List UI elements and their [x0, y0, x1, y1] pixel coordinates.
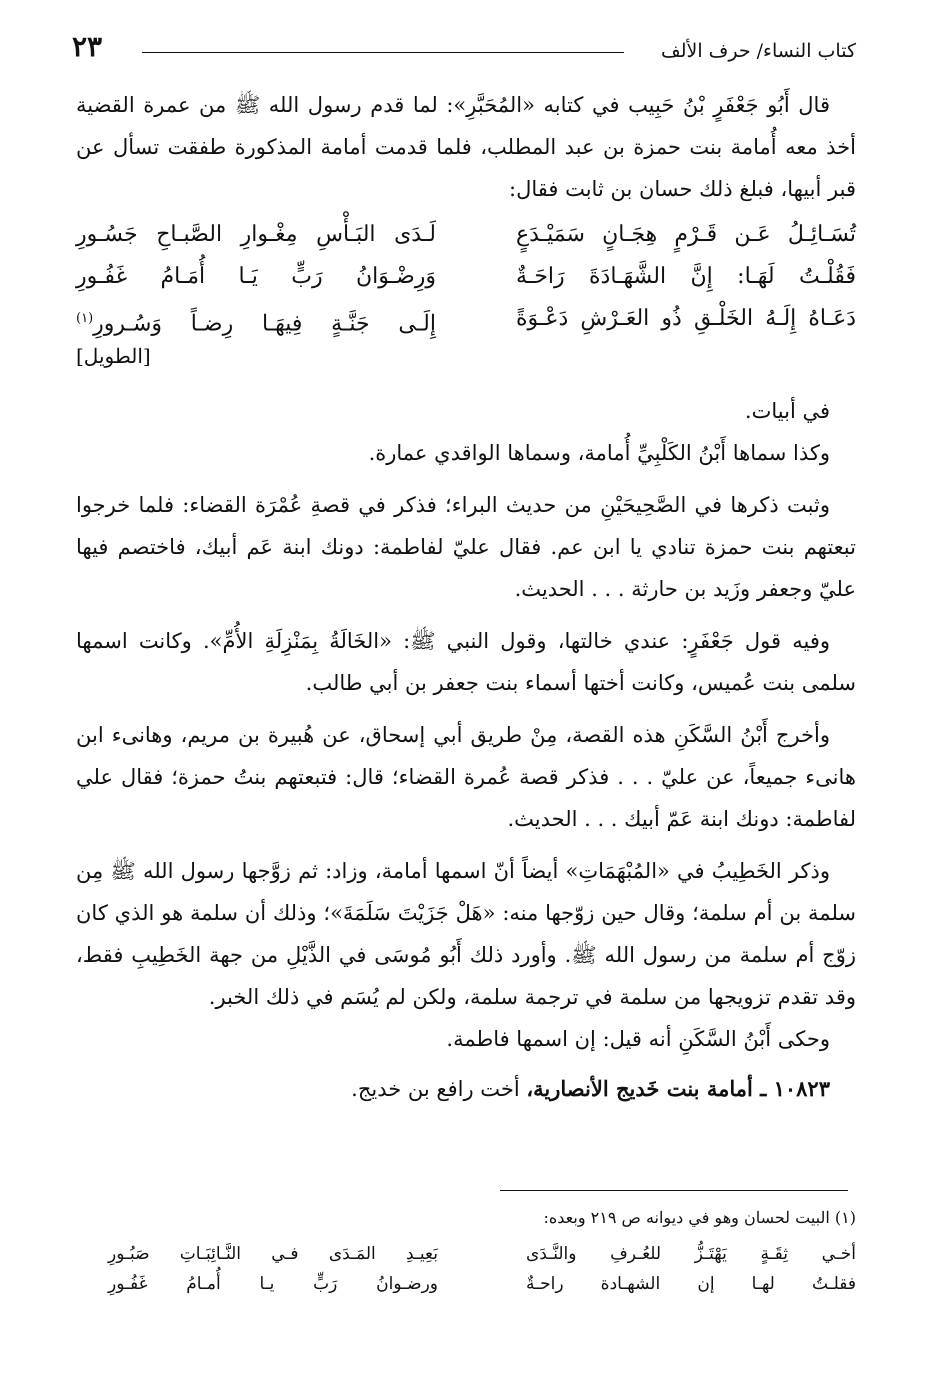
- footnotes: [76, 1203, 856, 1299]
- paragraph-2: في أبيات.: [744, 399, 830, 423]
- poem-verse-2: [76, 256, 856, 298]
- verse-2-first-hemistich: فَقُلْـتُ لَهَـا: إِنَّ الشَّهَـادَةَ رَاحَـةٌ: [516, 264, 856, 289]
- verse-2-second-hemistich: وَرِضْـوَانُ رَبٍّ يَـا أُمَـامُ غَفُـورِ: [76, 264, 436, 289]
- paragraph-7: وذكر الخَطِيبُ في «المُبْهَمَاتِ» أيضاً أنّ اسمها أمامة، وزاد: ثم زوَّجها رسول الله ﷺ مِن سلمة بن أم سلمة؛ وقال حين زوّجها منه: «هَلْ جَزَيْتَ سَلَمَةَ»؛ وذلك أن سلمة هو الذي كان زوّج أم سلمة من رسول الله ﷺ. وأورد ذلك أَبُو مُوسَى في الذَّيْلِ من جهة الخَطِيبِ فقط، وقد تقدم تزويجها من سلمة في ترجمة سلمة، ولكن لم يُسَم في ذلك الخبر.: [76, 859, 856, 1009]
- entry-name: أمامة بنت خَديج الأنصارية،: [526, 1076, 753, 1101]
- footnote-poem: [76, 1239, 856, 1299]
- footnote-verse-1: [76, 1239, 856, 1269]
- verse-3-first-hemistich: دَعَـاهُ إِلَـهُ الخَلْـقِ ذُو العَـرْشِ دَعْـوَةً: [516, 306, 856, 331]
- paragraph-3: وكذا سماها أَبْنُ الكَلْبِيِّ أُمامة، وسماها الواقدي عمارة.: [368, 441, 830, 465]
- paragraph-5: وفيه قول جَعْفَرٍ: عندي خالتها، وقول النبي ﷺ: «الخَالَةُ بِمَنْزِلَةِ الأُمِّ». وكانت اسمها سلمى بنت عُميس، وكانت أختها أسماء بنت جعفر بن أبي طالب.: [76, 629, 856, 695]
- entry-number: ١٠٨٢٣: [773, 1076, 830, 1101]
- footnote-verse-2-second-hemistich: ورضـوانُ رَبٍّ يـا أُمـامُ غَفُـورِ: [108, 1274, 438, 1294]
- footnote-verse-2-first-hemistich: فقلـتُ لهـا إن الشهـادة راحـةٌ: [526, 1274, 856, 1294]
- entry-heading: [76, 1068, 856, 1110]
- paragraph-4: وثبت ذكرها في الصَّحِيحَيْنِ من حديث البراء؛ فذكر في قصةِ عُمْرَة القضاء: فلما خرجوا تبعتهم بنت حمزة تنادي يا ابن عم. فقال عليّ لفاطمة: دونك ابنة عَم أبيك، فاختصم فيها عليّ وجعفر وزَيد بن حارثة . . . الحديث.: [76, 493, 856, 601]
- header-rule: [142, 52, 624, 53]
- paragraph-8: وحكى أَبْنُ السَّكَنِ أنه قيل: إن اسمها فاطمة.: [446, 1027, 830, 1051]
- footnote-verse-2: [76, 1269, 856, 1299]
- page-header: [72, 28, 856, 68]
- footnote-verse-1-second-hemistich: بَعِيـدِ المَـدَى فـي النَّـائِبَـاتِ صَبُـورِ: [108, 1244, 438, 1264]
- footnote-marker: (١): [76, 311, 94, 326]
- verse-3-second-hemistich: [76, 298, 436, 345]
- verse-3-second-hemistich-text: إِلَـى جَنَّـةٍ فِيهَـا رِضـاً وَسُـرورِ: [93, 311, 436, 337]
- footnote-1: (١) البيت لحسان وهو في ديوانه ص ٢١٩ وبعده:: [543, 1208, 856, 1227]
- entry-dash: ـ: [752, 1076, 774, 1101]
- paragraph-1: قال أَبُو جَعْفَرٍ بْنُ حَبِيب في كتابه «المُحَبَّرِ»: لما قدم رسول الله ﷺ من عمرة القضية أخذ معه أُمامة بنت حمزة بن عبد المطلب، فلما قدمت أمامة المذكورة طفقت تسأل عن قبر أبيها، فبلغ ذلك حسان بن ثابت فقال:: [76, 93, 856, 201]
- footnote-rule: [500, 1190, 848, 1191]
- poem-verse-3: [76, 298, 856, 340]
- main-text: [76, 84, 856, 1110]
- running-head: كتاب النساء/ حرف الألف: [661, 40, 856, 62]
- verse-1-second-hemistich: لَـدَى البَـأْسِ مِغْـوارِ الصَّبـاحِ جَسُـورِ: [76, 222, 436, 247]
- verse-1-first-hemistich: تُسَـائِـلُ عَـن قَـرْمٍ هِجَـانٍ سَمَيْـدَعٍ: [516, 222, 856, 247]
- poem-verse-1: [76, 214, 856, 256]
- poem: [76, 214, 856, 368]
- entry-rest: أخت رافع بن خديج.: [351, 1077, 527, 1101]
- page-number: ٢٣: [72, 30, 103, 63]
- footnote-verse-1-first-hemistich: أخـي ثِقَـةٍ يَهْتَـزُّ للعُـرفِ والنَّـدَى: [526, 1244, 856, 1264]
- poem-meter: [الطويل]: [76, 344, 151, 368]
- paragraph-6: وأخرج أَبْنُ السَّكَنِ هذه القصة، مِنْ طريق أبي إسحاق، عن هُبيرة بن مريم، وهانىء ابن هانىء جميعاً، عن عليّ . . . فذكر قصة عُمرة القضاء؛ قال: فتبعتهم بنتُ حمزة؛ فقال علي لفاطمة: دونك ابنة عَمّ أبيك . . . الحديث.: [76, 723, 856, 831]
